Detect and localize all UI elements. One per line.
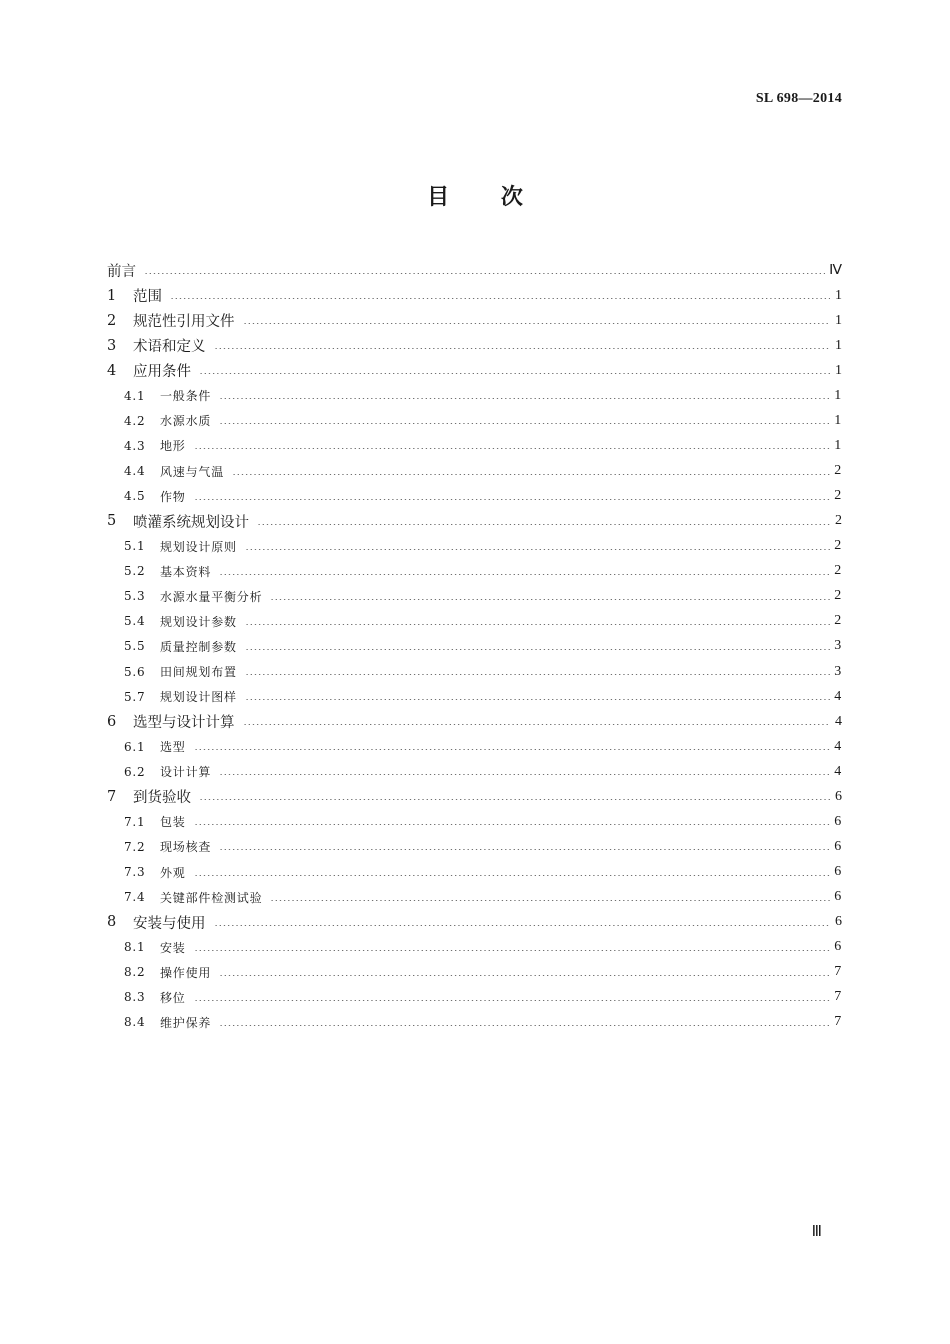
toc-entry-page: 4 bbox=[834, 763, 842, 779]
toc-entry[interactable] bbox=[107, 885, 842, 910]
toc-entry[interactable] bbox=[107, 459, 842, 484]
toc-entry[interactable] bbox=[107, 709, 842, 734]
toc-entry-label: 一般条件 bbox=[160, 389, 212, 404]
toc-leader-dots bbox=[199, 799, 830, 800]
toc-entry-number: 7.2 bbox=[124, 839, 146, 854]
toc-entry-page: 6 bbox=[835, 788, 842, 804]
toc-entry[interactable] bbox=[107, 960, 842, 985]
toc-entry-label: 安装 bbox=[160, 940, 186, 955]
toc-entry[interactable] bbox=[107, 383, 842, 408]
toc-entry-number: 7.4 bbox=[124, 890, 146, 905]
toc-leader-dots bbox=[245, 549, 830, 550]
toc-entry[interactable] bbox=[107, 734, 842, 759]
toc-leader-dots bbox=[257, 524, 830, 525]
toc-entry-label: 地形 bbox=[160, 439, 186, 454]
toc-entry-number: 5.4 bbox=[124, 614, 146, 629]
toc-entry-page: 7 bbox=[834, 989, 842, 1005]
toc-entry[interactable] bbox=[107, 333, 842, 358]
toc-entry-number: 4.3 bbox=[124, 438, 146, 453]
toc-entry-number: 4 bbox=[107, 362, 117, 379]
toc-entry[interactable] bbox=[107, 910, 842, 935]
page-number: Ⅲ bbox=[811, 1224, 822, 1240]
toc-entry[interactable] bbox=[107, 584, 842, 609]
toc-entry-number: 7.3 bbox=[124, 865, 146, 880]
toc-entry[interactable] bbox=[107, 509, 842, 534]
toc-entry-number: 4.1 bbox=[124, 388, 146, 403]
toc-entry-page: 4 bbox=[834, 738, 842, 754]
toc-entry-label: 规划设计参数 bbox=[160, 614, 237, 629]
toc-entry[interactable] bbox=[107, 258, 842, 283]
toc-entry-page: 1 bbox=[834, 412, 842, 428]
toc-entry-page: 2 bbox=[834, 463, 842, 479]
toc-entry-label: 安装与使用 bbox=[133, 915, 206, 932]
toc-entry-label: 到货验收 bbox=[133, 790, 191, 807]
toc-entry-page: 4 bbox=[835, 713, 842, 729]
toc-entry-number: 5.3 bbox=[124, 589, 146, 604]
toc-entry-page: 7 bbox=[834, 1014, 842, 1030]
toc-entry-label: 维护保养 bbox=[160, 1015, 212, 1030]
toc-entry-label: 外观 bbox=[160, 865, 186, 880]
toc-entry-page: 2 bbox=[834, 588, 842, 604]
toc-entry-label: 移位 bbox=[160, 990, 186, 1005]
toc-entry-number: 8.3 bbox=[124, 990, 146, 1005]
toc-entry[interactable] bbox=[107, 834, 842, 859]
toc-entry[interactable] bbox=[107, 308, 842, 333]
toc-entry-page: 2 bbox=[834, 538, 842, 554]
toc-entry-page: 6 bbox=[834, 813, 842, 829]
toc-entry-page: 1 bbox=[835, 287, 842, 303]
toc-entry-page: 4 bbox=[834, 688, 842, 704]
toc-entry[interactable] bbox=[107, 935, 842, 960]
toc-entry-page: 2 bbox=[834, 563, 842, 579]
toc-entry[interactable] bbox=[107, 484, 842, 509]
toc-entry-number: 5.2 bbox=[124, 564, 146, 579]
toc-entry-number: 5.7 bbox=[124, 689, 146, 704]
toc-entry-number: 6.2 bbox=[124, 764, 146, 779]
toc-leader-dots bbox=[232, 474, 830, 475]
toc-entry-number: 4.2 bbox=[124, 413, 146, 428]
toc-entry-label: 风速与气温 bbox=[160, 464, 225, 479]
toc-leader-dots bbox=[194, 448, 830, 449]
toc-entry-page: 2 bbox=[834, 613, 842, 629]
toc-entry[interactable] bbox=[107, 985, 842, 1010]
toc-entry-number: 5 bbox=[107, 513, 117, 530]
toc-entry-page: 6 bbox=[834, 838, 842, 854]
toc-leader-dots bbox=[144, 273, 825, 274]
toc-leader-dots bbox=[219, 849, 830, 850]
toc-entry-number: 3 bbox=[107, 337, 117, 354]
toc-entry-page: 1 bbox=[835, 312, 842, 328]
toc-entry-number: 8.1 bbox=[124, 940, 146, 955]
toc-leader-dots bbox=[214, 925, 831, 926]
toc-entry[interactable] bbox=[107, 634, 842, 659]
toc-entry-label: 设计计算 bbox=[160, 765, 212, 780]
toc-entry-label: 水源水质 bbox=[160, 414, 212, 429]
toc-entry[interactable] bbox=[107, 408, 842, 433]
toc-entry-label: 作物 bbox=[160, 489, 186, 504]
toc-entry-number: 4.4 bbox=[124, 464, 146, 479]
toc-entry-label: 规划设计原则 bbox=[160, 539, 237, 554]
toc-entry-page: 3 bbox=[834, 638, 842, 654]
toc-entry-label: 田间规划布置 bbox=[160, 665, 237, 680]
toc-entry[interactable] bbox=[107, 433, 842, 458]
toc-entry-number: 4.5 bbox=[124, 489, 146, 504]
toc-leader-dots bbox=[245, 624, 830, 625]
toc-entry-label: 操作使用 bbox=[160, 965, 212, 980]
toc-entry[interactable] bbox=[107, 609, 842, 634]
toc-entry-label: 质量控制参数 bbox=[160, 639, 237, 654]
toc-entry-number: 8.2 bbox=[124, 965, 146, 980]
toc-leader-dots bbox=[170, 298, 830, 299]
toc-entry-page: 6 bbox=[834, 864, 842, 880]
toc-leader-dots bbox=[219, 398, 830, 399]
toc-entry-number: 8 bbox=[107, 914, 117, 931]
toc-entry-page: Ⅳ bbox=[829, 263, 842, 279]
toc-entry-label: 应用条件 bbox=[133, 364, 191, 381]
toc-entry-label: 选型 bbox=[160, 740, 186, 755]
toc-entry-page: 2 bbox=[834, 488, 842, 504]
toc-entry-number: 6.1 bbox=[124, 739, 146, 754]
toc-leader-dots bbox=[214, 348, 831, 349]
toc-entry-page: 1 bbox=[835, 362, 842, 378]
toc-entry-page: 1 bbox=[834, 387, 842, 403]
toc-entry[interactable] bbox=[107, 809, 842, 834]
toc-entry[interactable] bbox=[107, 534, 842, 559]
toc-entry-number: 1 bbox=[107, 287, 117, 304]
toc-entry-number: 7 bbox=[107, 788, 117, 805]
toc-entry-label: 水源水量平衡分析 bbox=[160, 589, 263, 604]
toc-leader-dots bbox=[270, 900, 830, 901]
toc-entry-page: 1 bbox=[834, 437, 842, 453]
toc-entry-page: 2 bbox=[835, 513, 842, 529]
toc-entry-page: 3 bbox=[834, 663, 842, 679]
toc-entry-number: 5.5 bbox=[124, 639, 146, 654]
toc-leader-dots bbox=[194, 875, 830, 876]
toc-leader-dots bbox=[245, 674, 830, 675]
toc-entry-page: 7 bbox=[834, 964, 842, 980]
toc-entry-number: 7.1 bbox=[124, 814, 146, 829]
toc-leader-dots bbox=[219, 423, 830, 424]
toc-entry-page: 6 bbox=[834, 889, 842, 905]
toc-entry-label: 范围 bbox=[133, 289, 162, 306]
toc-leader-dots bbox=[199, 373, 830, 374]
toc-entry-number: 5.6 bbox=[124, 664, 146, 679]
toc-leader-dots bbox=[194, 749, 830, 750]
page-title: 目 次 bbox=[427, 185, 523, 210]
toc-leader-dots bbox=[194, 950, 830, 951]
toc-entry[interactable] bbox=[107, 1010, 842, 1035]
toc-entry-label: 关键部件检测试验 bbox=[160, 890, 263, 905]
toc-leader-dots bbox=[243, 323, 831, 324]
toc-entry-label: 规范性引用文件 bbox=[133, 314, 235, 331]
toc-leader-dots bbox=[245, 649, 830, 650]
toc-entry[interactable] bbox=[107, 559, 842, 584]
toc-entry-label: 喷灌系统规划设计 bbox=[133, 514, 249, 531]
toc-leader-dots bbox=[194, 824, 830, 825]
toc-leader-dots bbox=[243, 724, 831, 725]
toc-entry-label: 术语和定义 bbox=[133, 339, 206, 356]
toc-entry[interactable] bbox=[107, 860, 842, 885]
toc-entry[interactable] bbox=[107, 759, 842, 784]
toc-entry[interactable] bbox=[107, 358, 842, 383]
toc-entry[interactable] bbox=[107, 684, 842, 709]
toc-entry-number: 5.1 bbox=[124, 539, 146, 554]
toc-leader-dots bbox=[194, 499, 830, 500]
toc-entry-label: 现场核查 bbox=[160, 840, 212, 855]
toc-entry-number: 8.4 bbox=[124, 1015, 146, 1030]
toc-entry-page: 1 bbox=[835, 337, 842, 353]
toc-entry-number: 2 bbox=[107, 312, 117, 329]
toc-leader-dots bbox=[219, 1025, 830, 1026]
table-of-contents bbox=[107, 258, 842, 1035]
toc-leader-dots bbox=[219, 574, 830, 575]
toc-entry-label: 规划设计图样 bbox=[160, 690, 237, 705]
toc-entry-label: 包装 bbox=[160, 815, 186, 830]
toc-entry-label: 前言 bbox=[107, 264, 136, 281]
toc-leader-dots bbox=[245, 699, 830, 700]
toc-entry[interactable] bbox=[107, 784, 842, 809]
toc-entry-page: 6 bbox=[834, 939, 842, 955]
toc-entry[interactable] bbox=[107, 659, 842, 684]
toc-leader-dots bbox=[194, 1000, 830, 1001]
toc-leader-dots bbox=[219, 975, 830, 976]
toc-entry-label: 基本资料 bbox=[160, 564, 212, 579]
toc-entry-number: 6 bbox=[107, 713, 117, 730]
toc-leader-dots bbox=[219, 774, 830, 775]
toc-entry[interactable] bbox=[107, 283, 842, 308]
toc-leader-dots bbox=[270, 599, 830, 600]
toc-entry-label: 选型与设计计算 bbox=[133, 715, 235, 732]
toc-entry-page: 6 bbox=[835, 914, 842, 930]
standard-code: SL 698—2014 bbox=[755, 91, 842, 106]
